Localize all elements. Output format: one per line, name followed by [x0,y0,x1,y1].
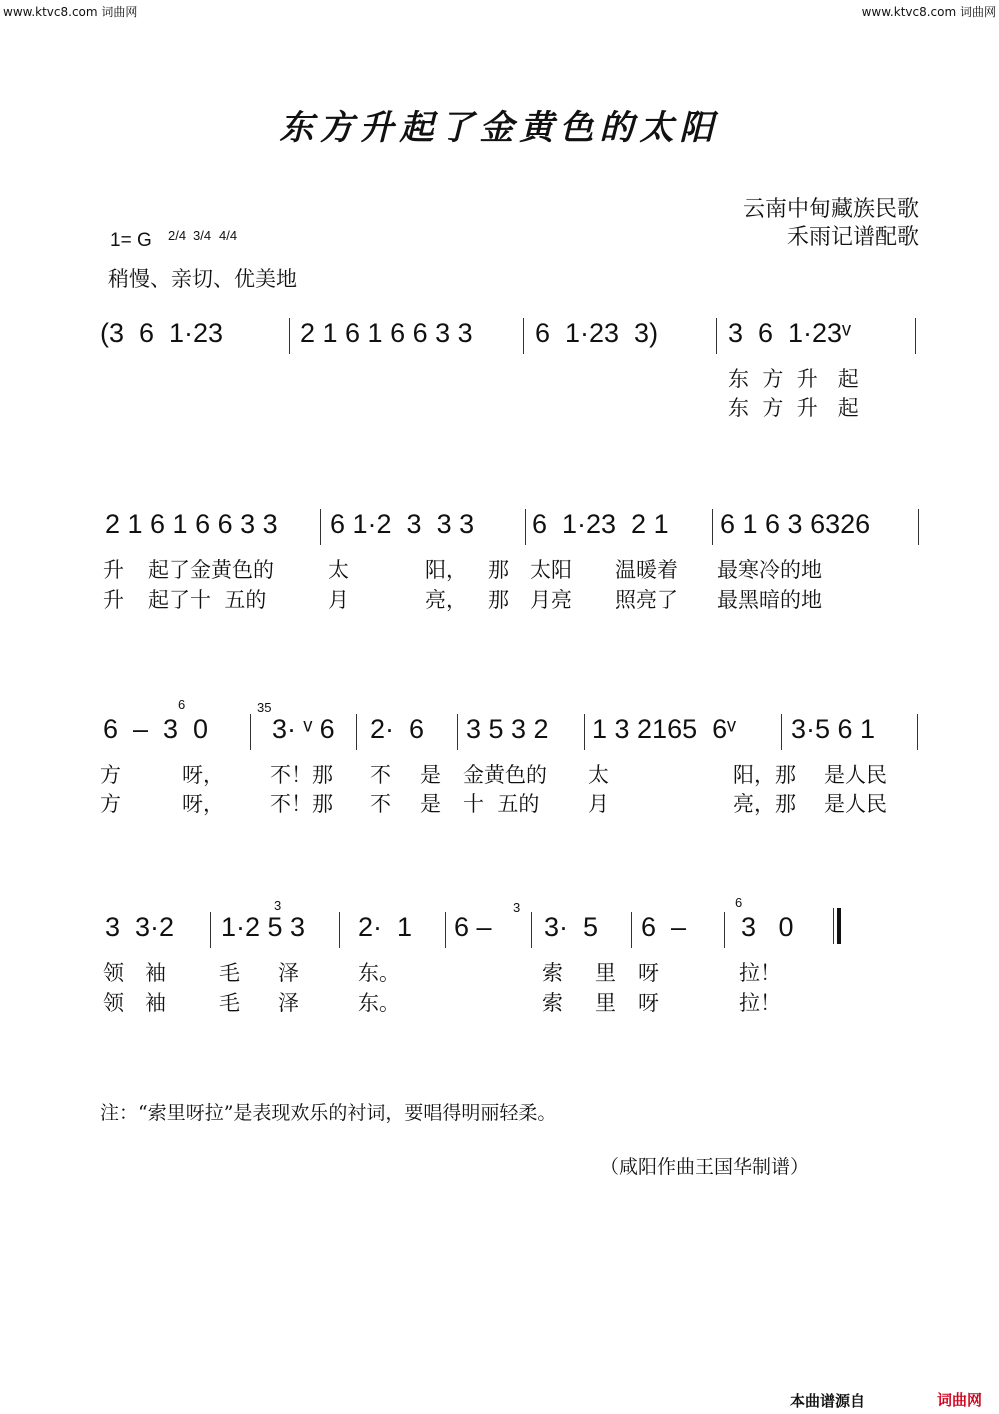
barline [917,714,918,750]
lyric: 拉！ [739,991,781,1015]
measure: 3 5 3 2 [466,714,549,744]
lyric: 升 [103,558,124,582]
measure: 6 – [454,912,492,942]
lyric: 月亮 [530,588,572,612]
lyric: 袖 [145,961,166,985]
lyric: 温暖着 [615,558,678,582]
credit-origin: 云南中甸藏族民歌 [742,197,919,222]
lyric: 里 [595,961,616,985]
lyric: 是 [420,792,441,816]
barline [250,714,251,750]
lyric: 不！那 [270,763,333,787]
lyric: 亮，那 [733,792,796,816]
lyric: 呀 [638,961,659,985]
lyric: 拉！ [739,961,781,985]
final-barline-thin [833,908,834,944]
lyric: 泽 [278,961,299,985]
barline [525,509,526,545]
lyric: 那 [488,588,509,612]
measure: 3 6 1·23ᵛ [728,318,851,348]
lyric: 升 [103,588,124,612]
lyric: 东。 [358,961,400,985]
tempo-marking: 稍慢、亲切、优美地 [108,267,297,291]
time-sig-3: 4/4 [219,228,238,243]
barline [918,509,919,545]
grace-note: 3 [274,898,282,913]
lyric: 那 [488,558,509,582]
barline [712,509,713,545]
barline [356,714,357,750]
measure: 6 1 6 3 6326 [720,509,871,539]
arranger-credit: （咸阳作曲王国华制谱） [600,1156,810,1178]
watermark-bottom-logo: 词曲网 [937,1391,983,1409]
lyric: 金黄色的 [463,763,547,787]
lyric: 照亮了 [615,588,678,612]
lyric: 起了金黄色的 [148,558,274,582]
measure: 6 1·23 3) [535,318,659,348]
watermark-top-right: www.ktvc8.com 词曲网 [861,5,996,19]
lyric: 不 [370,763,391,787]
measure: 6 1·2 3 3 3 [330,509,475,539]
measure: 6 – 3 0 [103,714,209,744]
barline [457,714,458,750]
lyric: 呀 [638,991,659,1015]
credit-arranger: 禾雨记谱配歌 [786,225,919,250]
barline [716,318,717,354]
lyric: 起了十 五的 [148,588,267,612]
measure: (3 6 1·23 [100,318,224,348]
grace-note: 35 [257,700,272,715]
key-signature: 1= G [110,230,152,251]
measure: 2· 1 [358,912,413,942]
lyric: 月 [328,588,349,612]
lyric-verse-1: 东 方 升 起 [728,367,859,391]
lyric: 不！那 [270,792,333,816]
lyric: 最寒冷的地 [717,558,822,582]
measure: 3· ᵛ 6 [272,714,335,744]
grace-note: 3 [513,900,521,915]
grace-note: 6 [735,895,743,910]
measure: 3·5 6 1 [791,714,876,744]
lyric: 是人民 [824,763,887,787]
barline [523,318,524,354]
watermark-top-left: www.ktvc8.com 词曲网 [3,5,138,19]
lyric-verse-2: 东 方 升 起 [728,396,859,420]
barline [339,912,340,948]
measure: 2 1 6 1 6 6 3 3 [300,318,473,348]
lyric: 毛 [219,961,240,985]
measure: 2· 6 [370,714,425,744]
time-sig-2: 3/4 [193,228,212,243]
barline [445,912,446,948]
lyric: 索 [542,961,563,985]
measure: 3 0 [741,912,794,942]
song-title: 东方升起了金黄色的太阳 [279,108,720,148]
lyric: 阳， [425,558,467,582]
lyric: 呀， [182,792,224,816]
barline [724,912,725,948]
barline [320,509,321,545]
lyric: 呀， [182,763,224,787]
lyric: 毛 [219,991,240,1015]
measure: 1 3 2165 6ᵛ [592,714,736,744]
lyric: 里 [595,991,616,1015]
lyric: 领 [103,991,124,1015]
measure: 6 1·23 2 1 [532,509,669,539]
barline [210,912,211,948]
footnote: 注：“索里呀拉”是表现欢乐的衬词，要唱得明丽轻柔。 [100,1102,557,1124]
grace-note: 6 [178,697,186,712]
barline [631,912,632,948]
lyric: 泽 [278,991,299,1015]
lyric: 月 [588,792,609,816]
lyric: 不 [370,792,391,816]
watermark-bottom-source: 本曲谱源自 [790,1392,866,1410]
time-sig-1: 2/4 [168,228,187,243]
lyric: 领 [103,961,124,985]
barline [915,318,916,354]
barline [289,318,290,354]
barline [781,714,782,750]
lyric: 方 [100,792,121,816]
measure: 1·2 5 3 [221,912,306,942]
lyric: 东。 [358,991,400,1015]
final-barline-thick [837,908,841,944]
lyric: 太 [588,763,609,787]
lyric: 十 五的 [463,792,540,816]
lyric: 是人民 [824,792,887,816]
barline [531,912,532,948]
measure: 3· 5 [544,912,599,942]
barline [584,714,585,750]
lyric: 袖 [145,991,166,1015]
lyric: 阳，那 [733,763,796,787]
lyric: 方 [100,763,121,787]
lyric: 索 [542,991,563,1015]
measure: 2 1 6 1 6 6 3 3 [105,509,278,539]
lyric: 太 [328,558,349,582]
lyric: 太阳 [530,558,572,582]
lyric: 最黑暗的地 [717,588,822,612]
lyric: 是 [420,763,441,787]
measure: 6 – [641,912,687,942]
measure: 3 3·2 [105,912,175,942]
lyric: 亮， [425,588,467,612]
